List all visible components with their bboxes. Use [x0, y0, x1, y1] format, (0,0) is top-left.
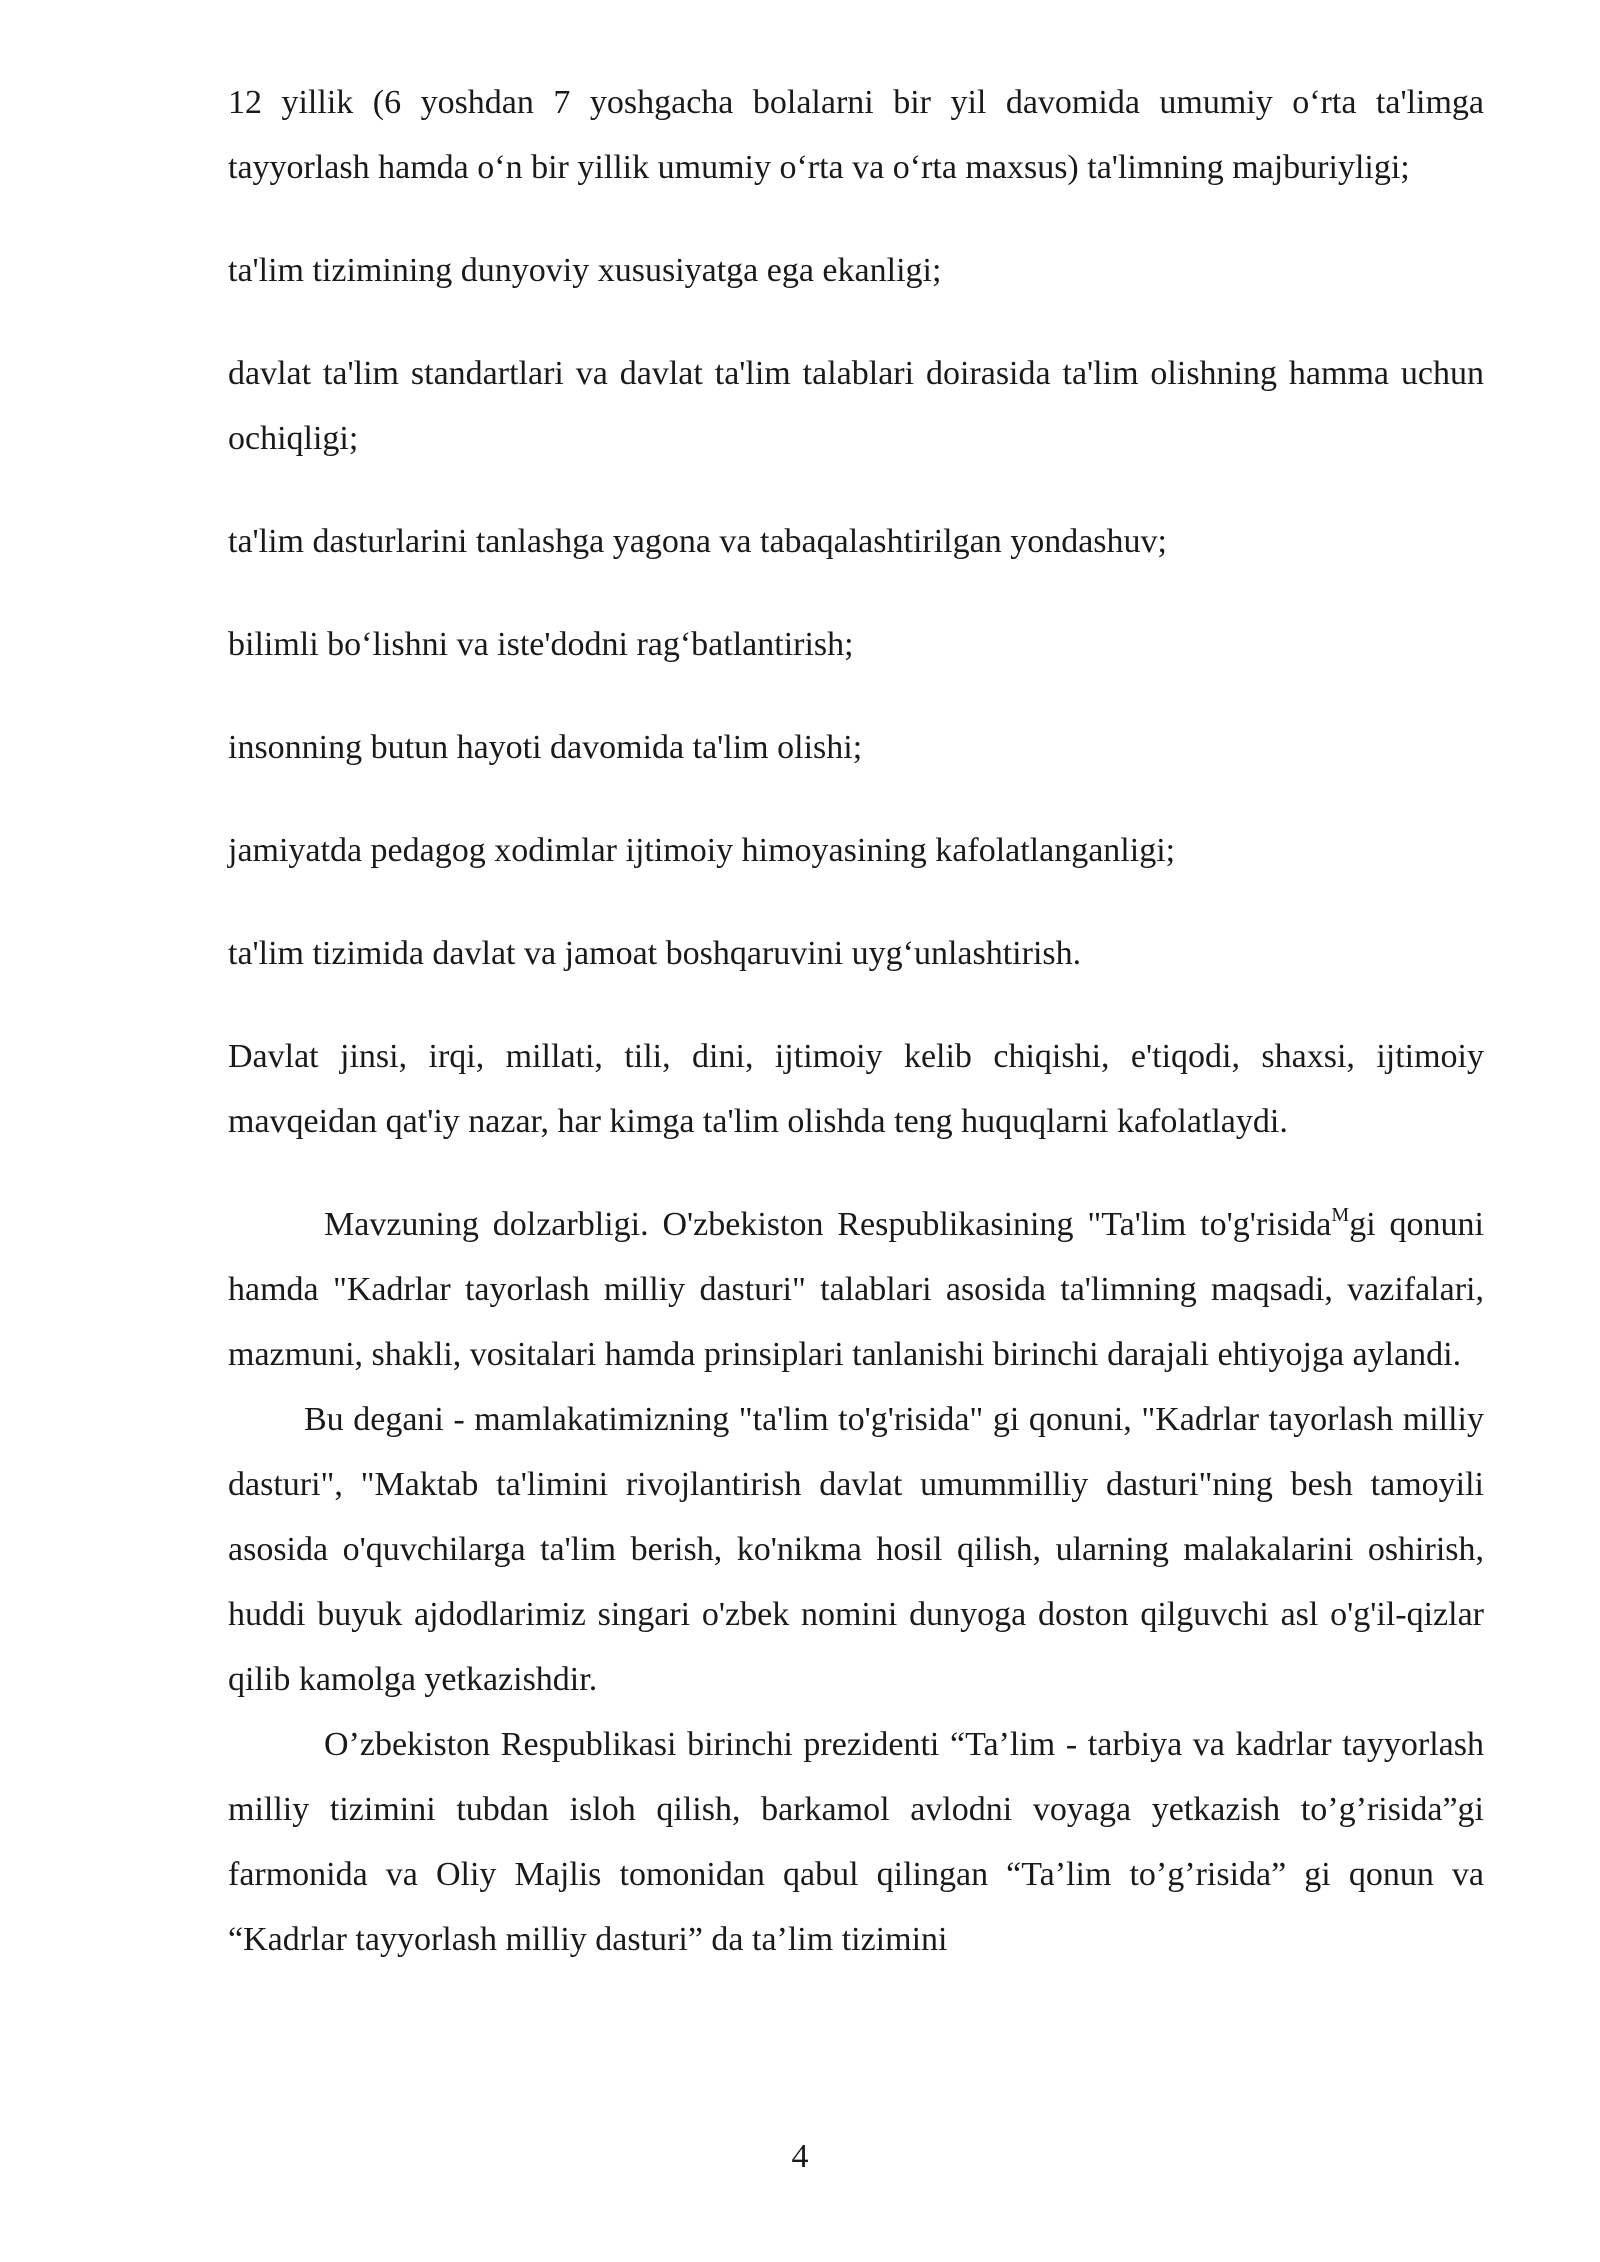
list-item: bilimli bo‘lishni va iste'dodni rag‘batlantirish; [228, 626, 854, 663]
relevance-text-end: gi qonuni hamda "Kadrlar tayorlash milliy dasturi" talablari asosida ta'limning maqsadi, vazifalari, mazmuni, shakli, vositalari hamda prinsiplari tanlanishi birinchi darajali ehtiyojga aylandi. [228, 1206, 1484, 1373]
list-item: 12 yillik (6 yoshdan 7 yoshgacha bolalarni bir yil davomida umumiy o‘rta ta'limga tayyorlash hamda o‘n bir yillik umumiy o‘rta va o‘rta maxsus) ta'limning majburiyligi; [228, 84, 1484, 186]
bu-degani-paragraph: Bu degani - mamlakatimizning "ta'lim to'g'risida" gi qonuni, "Kadrlar tayorlash milliy dasturi", "Maktab ta'limini rivojlantirish davlat umummilliy dasturi"ning besh tamoyili asosida o'quvchilarga ta'lim berish, ko'nikma hosil qilish, ularning malakalarini oshirish, huddi buyuk ajdodlarimiz singari o'zbek nomini dunyoga doston qilguvchi asl o'g'il-qizlar qilib kamolga yetkazishdir. [228, 1401, 1484, 1698]
relevance-paragraph [228, 1192, 1484, 1387]
list-item: insonning butun hayoti davomida ta'lim olishi; [228, 729, 863, 766]
president-paragraph: O’zbekiston Respublikasi birinchi prezidenti “Ta’lim - tarbiya va kadrlar tayyorlash milliy tizimini tubdan isloh qilish, barkamol avlodni voyaga yetkazish to’g’risida”gi farmonida va Oliy Majlis tomonidan qabul qilingan “Ta’lim to’g’risida” gi qonun va “Kadrlar tayyorlash milliy dasturi” da ta’lim tizimini [228, 1726, 1484, 1958]
relevance-text-start: Mavzuning dolzarbligi. O'zbekiston Respublikasining "Ta'lim to'g'risida [324, 1206, 1332, 1243]
list-item: ta'lim dasturlarini tanlashga yagona va tabaqalashtirilgan yondashuv; [228, 523, 1167, 560]
list-item: ta'lim tizimining dunyoviy xususiyatga ega ekanligi; [228, 252, 942, 289]
document-page [228, 70, 1484, 1972]
list-item: ta'lim tizimida davlat va jamoat boshqaruvini uyg‘unlashtirish. [228, 935, 1082, 972]
guarantee-paragraph: Davlat jinsi, irqi, millati, tili, dini, ijtimoiy kelib chiqishi, e'tiqodi, shaxsi, ijtimoiy mavqeidan qat'iy nazar, har kimga ta'lim olishda teng huquqlarni kafolatlaydi. [228, 1038, 1484, 1140]
superscript-mark: M [1331, 1204, 1350, 1226]
list-item: jamiyatda pedagog xodimlar ijtimoiy himoyasining kafolatlanganligi; [228, 832, 1176, 869]
list-item: davlat ta'lim standartlari va davlat ta'lim talablari doirasida ta'lim olishning hamma uchun ochiqligi; [228, 355, 1484, 457]
page-number: 4 [791, 2138, 809, 2175]
